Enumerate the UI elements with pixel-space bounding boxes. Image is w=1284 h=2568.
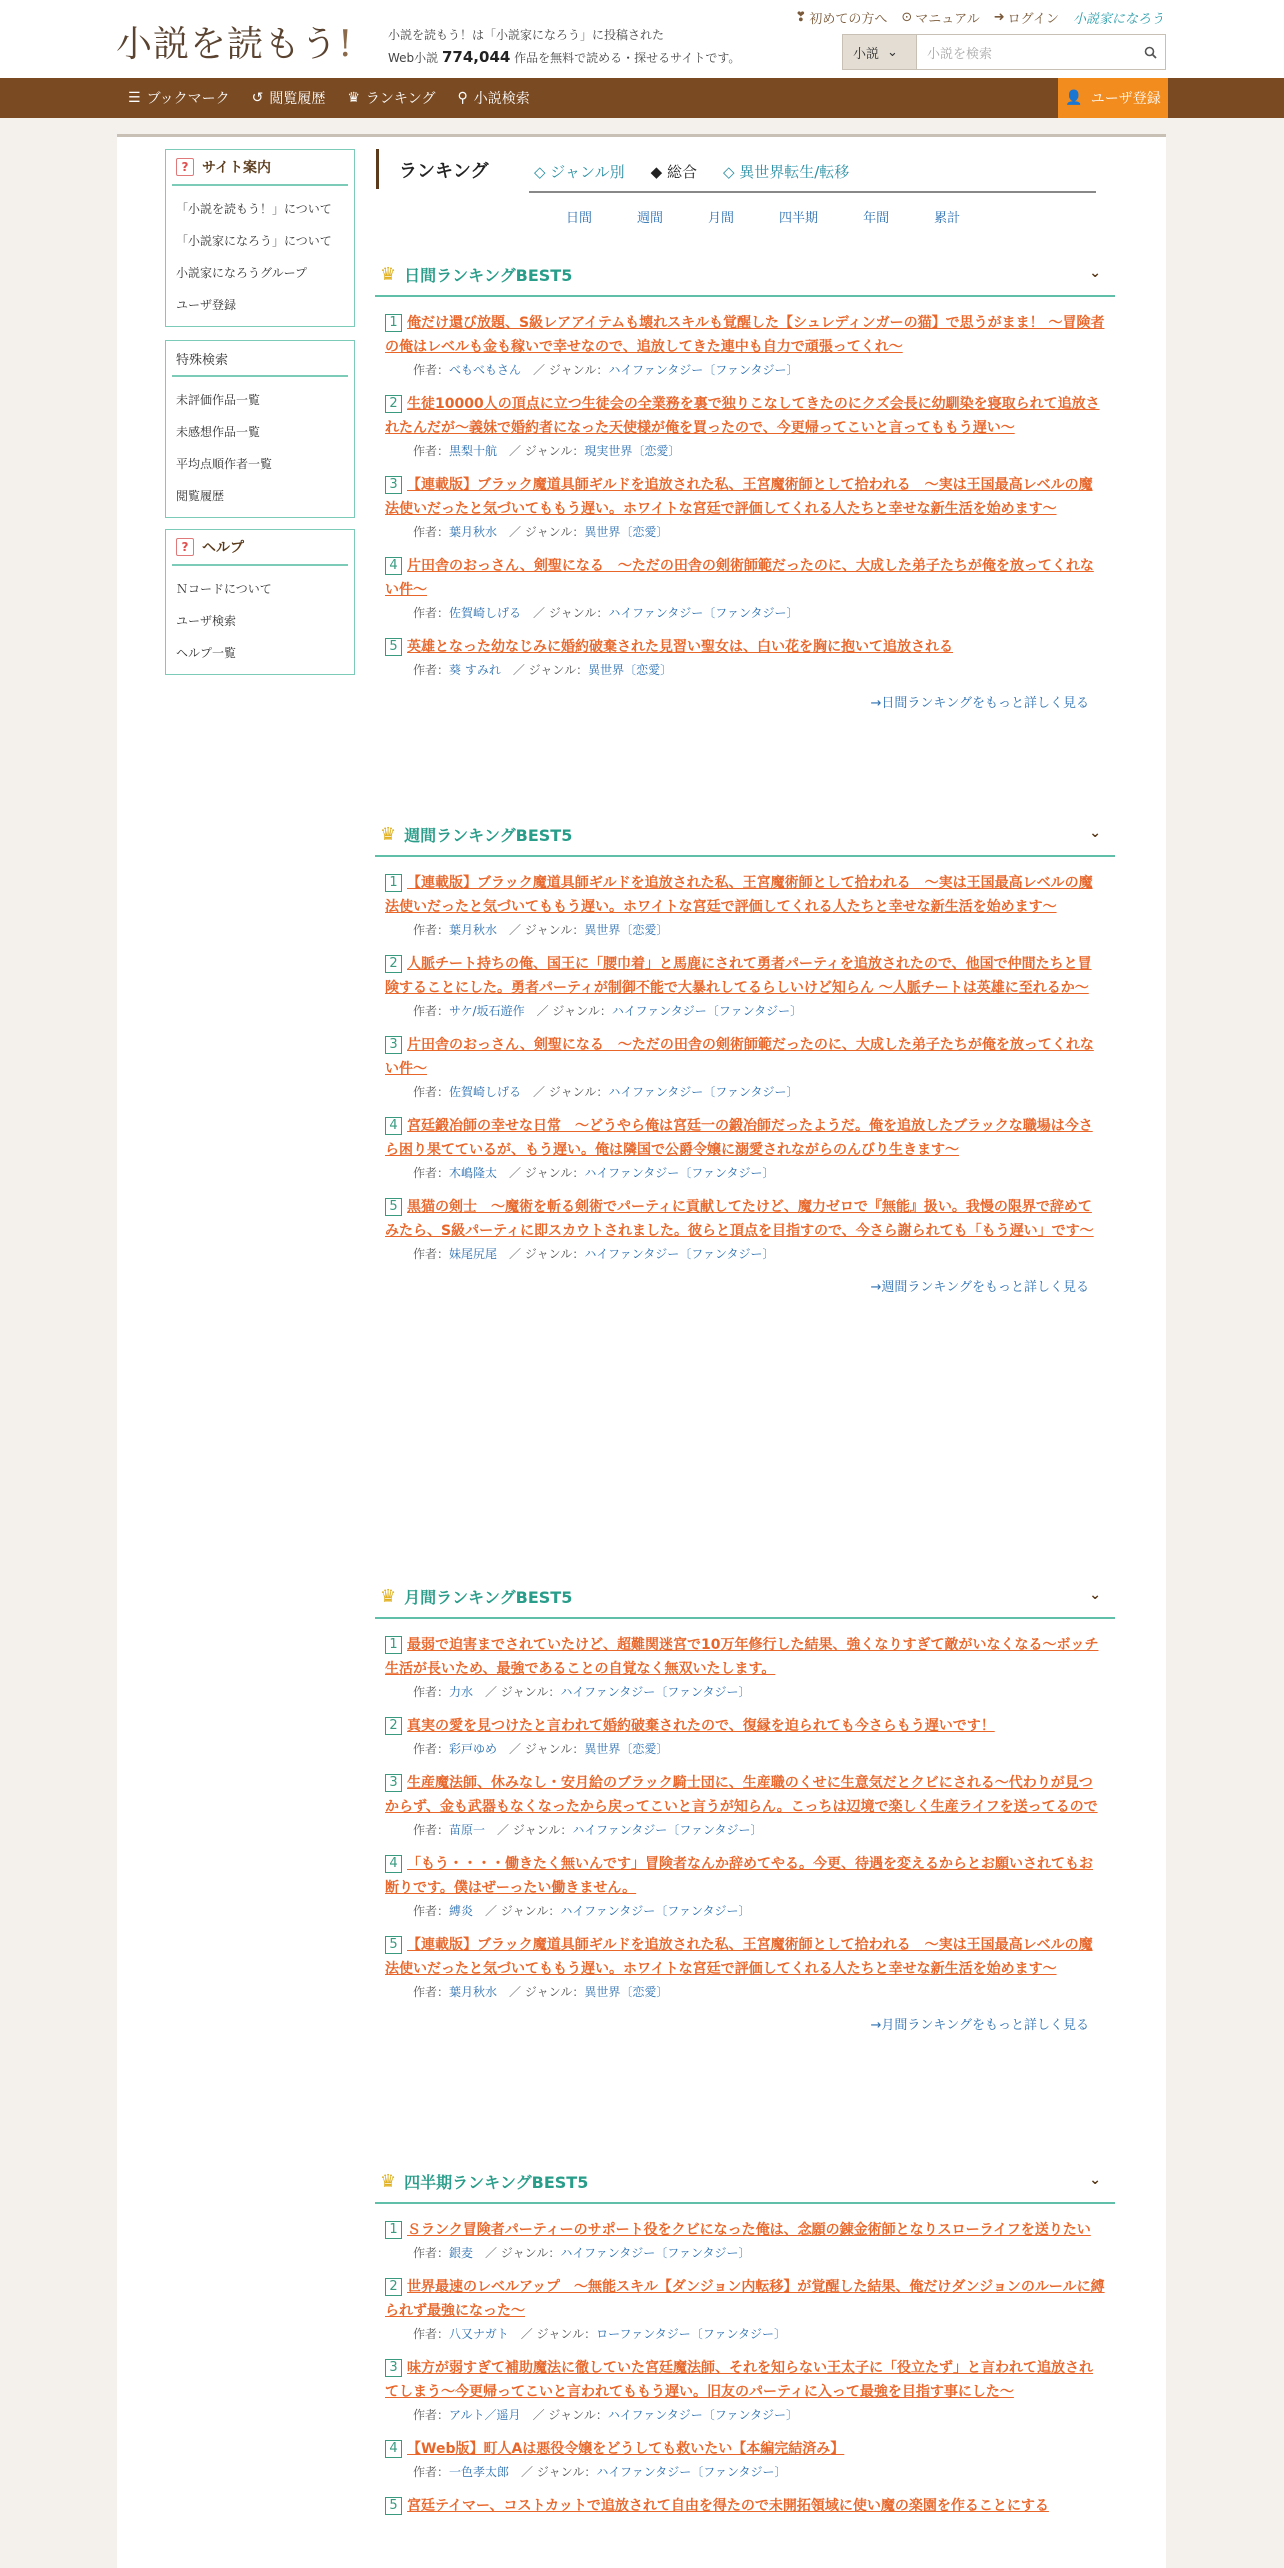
novel-meta xyxy=(385,661,1105,678)
top-links xyxy=(795,8,1164,27)
period-quarterly[interactable]: 四半期 xyxy=(779,211,819,226)
crown-icon: ♛ xyxy=(347,90,360,106)
sidebar-item[interactable]: ユーザ登録 xyxy=(176,297,237,312)
genre-link[interactable]: 異世界〔恋愛〕 xyxy=(588,663,673,677)
novel-meta xyxy=(385,1164,1105,1181)
author-label: 作者： xyxy=(413,1985,450,1999)
novel-title: 英雄となった幼なじみに婚約破棄された見習い聖女は、白い花を胸に抱いて追放される xyxy=(407,639,953,655)
author-label: 作者： xyxy=(413,1166,450,1180)
content-container xyxy=(117,134,1166,2568)
novel-meta xyxy=(385,1083,1105,1100)
section-header[interactable] xyxy=(375,2160,1115,2204)
genre-link[interactable]: ハイファンタジー〔ファンタジー〕 xyxy=(608,363,799,377)
novel-title-link[interactable] xyxy=(385,1852,1105,1900)
novel-title-link[interactable] xyxy=(385,2218,1105,2242)
novel-meta xyxy=(385,2325,1105,2342)
author-link[interactable]: 佐賀崎しげる xyxy=(449,606,522,620)
author-label: 作者： xyxy=(413,2408,450,2422)
author-link[interactable]: 彩戸ゆめ xyxy=(449,1742,498,1756)
genre-link[interactable]: 現実世界〔恋愛〕 xyxy=(584,444,681,458)
author-link[interactable]: サケ/坂石遊作 xyxy=(449,1004,525,1018)
nav-ranking[interactable]: ♛ ランキング xyxy=(347,90,436,107)
crown-icon: ♛ xyxy=(380,263,397,285)
author-link[interactable]: 葉月秋水 xyxy=(449,923,498,937)
genre-label: ／ ジャンル： xyxy=(512,663,589,677)
novel-title: 片田舎のおっさん、剣聖になる ～ただの田舎の剣術師範だったのに、大成した弟子たちが俺を放ってくれない件～ xyxy=(385,1037,1094,1077)
crown-icon: ♛ xyxy=(380,2170,397,2192)
genre-label: ／ ジャンル： xyxy=(509,444,585,458)
more-ranking-link[interactable]: →日間ランキングをもっと詳しく見る xyxy=(870,696,1089,711)
author-label: 作者： xyxy=(413,606,450,620)
novel-meta xyxy=(385,1983,1105,2000)
genre-label: ／ ジャンル： xyxy=(533,1085,609,1099)
novel-title: 生産魔法師、休みなし・安月給のブラック騎士団に、生産職のくせに生意気だとクビにされる～代わりが見つからず、金も武器もなくなったから戻ってこいと言うが知らん。こっちは辺境で楽しく生産ライフを送ってるので xyxy=(385,1775,1098,1815)
novel-meta xyxy=(385,1245,1105,1262)
bookmark-icon: ❣ xyxy=(795,10,807,25)
rank-number: 1 xyxy=(385,314,402,332)
more-ranking-link[interactable]: →月間ランキングをもっと詳しく見る xyxy=(870,2018,1089,2033)
period-daily[interactable]: 日間 xyxy=(566,211,593,226)
novel-meta xyxy=(385,2244,1105,2261)
sidebar-item[interactable]: 小説家になろうグループ xyxy=(176,265,308,280)
crown-icon: ♛ xyxy=(380,1585,397,1607)
search-icon xyxy=(1144,46,1157,59)
author-link[interactable]: 佐賀崎しげる xyxy=(449,1085,522,1099)
sidebar-guide xyxy=(165,149,355,327)
ranking-entry xyxy=(385,1852,1105,1919)
chevron-down-icon[interactable]: ⌄ xyxy=(1089,2172,1101,2188)
register-button[interactable]: 👤 ユーザ登録 xyxy=(1058,78,1168,118)
genre-label: ／ ジャンル： xyxy=(509,1985,585,1999)
novel-count: 774,044 xyxy=(442,48,511,66)
novel-title: 片田舎のおっさん、剣聖になる ～ただの田舎の剣術師範だったのに、大成した弟子たちが俺を放ってくれない件～ xyxy=(385,558,1094,598)
list-icon: ☰ xyxy=(128,90,141,106)
novel-meta xyxy=(385,1683,1105,1700)
ranking-entry xyxy=(385,2275,1105,2342)
section-title: 週間ランキングBEST5 xyxy=(404,825,573,845)
ranking-entry xyxy=(385,952,1105,1019)
author-label: 作者： xyxy=(413,1247,450,1261)
rank-number: 2 xyxy=(385,1717,402,1735)
novel-title: 「もう・・・・働きたく無いんです」冒険者なんか辞めてやる。今更、待遇を変えるからとお願いされてもお断りです。僕はぜーったい働きません。 xyxy=(385,1856,1093,1896)
crown-icon: ♛ xyxy=(380,823,397,845)
site-tagline: 小説を読もう！は「小説家になろう」に投稿された Web小説 774,044 作品を無料で読める・探せるサイトです。 xyxy=(388,28,741,66)
section-header[interactable] xyxy=(375,1575,1115,1619)
sidebar-item[interactable]: ヘルプ一覧 xyxy=(176,645,237,660)
author-label: 作者： xyxy=(413,2246,450,2260)
rank-number: 1 xyxy=(385,1636,402,1654)
novel-meta xyxy=(385,1902,1105,1919)
section-header[interactable] xyxy=(375,253,1115,297)
novel-meta xyxy=(385,361,1105,378)
sidebar-item[interactable]: Ｎコードについて xyxy=(176,581,272,596)
search-type-select[interactable]: 小説 ⌄ xyxy=(843,35,917,69)
ranking-entry xyxy=(385,392,1105,459)
genre-link[interactable]: ハイファンタジー〔ファンタジー〕 xyxy=(584,1247,775,1261)
sidebar-item[interactable]: 未感想作品一覧 xyxy=(176,424,261,439)
author-label: 作者： xyxy=(413,1742,450,1756)
novel-title-link[interactable] xyxy=(385,871,1105,919)
ranking-entry xyxy=(385,2218,1105,2261)
ranking-entry xyxy=(385,1633,1105,1700)
period-yearly[interactable]: 年間 xyxy=(863,211,890,226)
genre-link[interactable]: ハイファンタジー〔ファンタジー〕 xyxy=(560,1685,751,1699)
novel-title: 【連載版】ブラック魔道具師ギルドを追放された私、王宮魔術師として拾われる ～実は王国最高レベルの魔法使いだったと気づいてももう遅い。ホワイトな宮廷で評価してくれる人たちと幸せな新生活を始めます～ xyxy=(385,1937,1093,1977)
genre-label: ／ ジャンル： xyxy=(509,1247,585,1261)
period-monthly[interactable]: 月間 xyxy=(708,211,735,226)
ranking-entry xyxy=(385,1933,1105,2000)
nav-search[interactable]: ⚲ 小説検索 xyxy=(457,90,530,107)
rank-number: 4 xyxy=(385,1855,402,1873)
novel-title: 黒猫の剣士 ～魔術を斬る剣術でパーティに貢献してたけど、魔力ゼロで『無能』扱い。我慢の限界で辞めてみたら、S級パーティに即スカウトされました。彼らと頂点を目指すので、今さら謝られても「もう遅い」です～ xyxy=(385,1199,1094,1239)
sidebar-item[interactable]: 「小説家になろう」について xyxy=(176,233,332,248)
novel-title: 真実の愛を見つけたと言われて婚約破棄されたので、復縁を迫られても今さらもう遅いです！ xyxy=(407,1718,995,1734)
first-time-link[interactable]: ❣ 初めての方へ xyxy=(795,10,888,27)
page-title: ランキング xyxy=(399,161,489,182)
genre-label: ／ ジャンル： xyxy=(509,1742,585,1756)
rank-number: 2 xyxy=(385,955,402,973)
genre-label: ／ ジャンル： xyxy=(520,2327,597,2341)
genre-link[interactable]: 異世界〔恋愛〕 xyxy=(584,1985,669,1999)
genre-label: ／ ジャンル： xyxy=(485,2246,561,2260)
login-link[interactable]: ➜ ログイン xyxy=(993,10,1059,27)
period-weekly[interactable]: 週間 xyxy=(637,211,664,226)
section-title: 四半期ランキングBEST5 xyxy=(404,2172,589,2192)
novel-title: 宮廷テイマー、コストカットで追放されて自由を得たので未開拓領域に使い魔の楽園を作ることにする xyxy=(407,2498,1049,2514)
section-title: 月間ランキングBEST5 xyxy=(404,1587,573,1607)
question-icon: ? xyxy=(176,158,194,176)
author-link[interactable]: 葉月秋水 xyxy=(449,1985,498,1999)
rank-number: 5 xyxy=(385,1198,402,1216)
ranking-entry xyxy=(385,554,1105,621)
tab-isekai[interactable]: ◇ 異世界転生/転移 xyxy=(722,163,850,181)
author-link[interactable]: 銀麦 xyxy=(449,2246,474,2260)
ranking-header xyxy=(376,149,1096,189)
login-icon: ➜ xyxy=(993,10,1005,25)
sidebar-guide-title: ? サイト案内 xyxy=(172,150,348,186)
search-bar xyxy=(842,34,1166,70)
ranking-section-quarterly xyxy=(375,2160,1115,2532)
nav-history[interactable]: ↺ 閲覧履歴 xyxy=(251,90,326,107)
tab-genre[interactable]: ◇ ジャンル別 xyxy=(534,163,625,181)
author-label: 作者： xyxy=(413,1823,450,1837)
nav-bookmark[interactable]: ☰ ブックマーク xyxy=(128,90,230,107)
genre-label: ／ ジャンル： xyxy=(536,1004,612,1018)
author-label: 作者： xyxy=(413,663,450,677)
genre-link[interactable]: ハイファンタジー〔ファンタジー〕 xyxy=(584,1166,775,1180)
author-label: 作者： xyxy=(413,1004,450,1018)
ranking-entry xyxy=(385,635,1105,678)
ranking-list xyxy=(375,1619,1115,2033)
novel-meta xyxy=(385,604,1105,621)
chevron-down-icon[interactable]: ⌄ xyxy=(1089,825,1101,841)
author-link[interactable]: 縛炎 xyxy=(449,1904,474,1918)
novel-title-link[interactable] xyxy=(385,1933,1105,1981)
novel-title: 宮廷鍛冶師の幸せな日常 ～どうやら俺は宮廷一の鍛冶師だったようだ。俺を追放したブラックな職場は今さら困り果てているが、もう遅い。俺は隣国で公爵令嬢に溺愛されながらのんびり生きます～ xyxy=(385,1118,1093,1158)
chevron-down-icon[interactable]: ⌄ xyxy=(1089,265,1101,281)
rank-number: 1 xyxy=(385,2221,402,2239)
novel-meta xyxy=(385,442,1105,459)
user-icon: 👤 xyxy=(1065,90,1083,106)
novel-title-link[interactable] xyxy=(385,1714,1105,1738)
genre-link[interactable]: ハイファンタジー〔ファンタジー〕 xyxy=(596,2465,787,2479)
novel-meta xyxy=(385,523,1105,540)
author-label: 作者： xyxy=(413,1904,450,1918)
genre-label: ／ ジャンル： xyxy=(509,1166,585,1180)
rank-number: 4 xyxy=(385,557,402,575)
author-link[interactable]: 苗原一 xyxy=(449,1823,486,1837)
rank-number: 4 xyxy=(385,1117,402,1135)
genre-link[interactable]: 異世界〔恋愛〕 xyxy=(584,1742,669,1756)
sidebar-special-search xyxy=(165,340,355,518)
author-link[interactable]: 八又ナガト xyxy=(449,2327,509,2341)
author-link[interactable]: 葉月秋水 xyxy=(449,525,498,539)
genre-link[interactable]: ハイファンタジー〔ファンタジー〕 xyxy=(607,2408,799,2422)
author-link[interactable]: 葵 すみれ xyxy=(449,663,501,677)
sidebar-help-title: ? ヘルプ xyxy=(172,530,348,566)
author-label: 作者： xyxy=(413,525,450,539)
ranking-entry xyxy=(385,871,1105,938)
search-input[interactable]: 小説を検索 xyxy=(927,46,993,62)
genre-label: ／ ジャンル： xyxy=(485,1904,561,1918)
ranking-entry xyxy=(385,473,1105,540)
sidebar-item[interactable]: 閲覧履歴 xyxy=(176,488,225,503)
author-label: 作者： xyxy=(413,363,450,377)
rank-number: 5 xyxy=(385,1936,402,1954)
genre-label: ／ ジャンル： xyxy=(533,363,609,377)
rank-number: 4 xyxy=(385,2440,402,2458)
sidebar-item[interactable]: 未評価作品一覧 xyxy=(176,392,261,407)
ranking-list xyxy=(375,857,1115,1295)
genre-label: ／ ジャンル： xyxy=(533,606,609,620)
chevron-down-icon: ⌄ xyxy=(887,44,898,60)
ranking-section-daily xyxy=(375,253,1115,711)
sidebar-item[interactable]: ユーザ検索 xyxy=(176,613,237,628)
novel-title: 【連載版】ブラック魔道具師ギルドを追放された私、王宮魔術師として拾われる ～実は王国最高レベルの魔法使いだったと気づいてももう遅い。ホワイトな宮廷で評価してくれる人たちと幸せな新生活を始めます～ xyxy=(385,477,1093,517)
narou-logo[interactable]: 小説家になろう xyxy=(1072,12,1164,27)
rank-number: 2 xyxy=(385,395,402,413)
novel-meta xyxy=(385,921,1105,938)
novel-title-link[interactable] xyxy=(385,635,1105,659)
author-label: 作者： xyxy=(413,2327,450,2341)
more-ranking-link[interactable]: →週間ランキングをもっと詳しく見る xyxy=(870,1280,1089,1295)
genre-label: ／ ジャンル： xyxy=(532,2408,608,2422)
ranking-section-weekly xyxy=(375,813,1115,1295)
section-title: 日間ランキングBEST5 xyxy=(404,265,573,285)
tabs-underline xyxy=(529,191,1096,193)
author-label: 作者： xyxy=(413,923,450,937)
novel-title: 人脈チート持ちの俺、国王に「腰巾着」と馬鹿にされて勇者パーティを追放されたので、他国で仲間たちと冒険することにした。勇者パーティが制御不能で大暴れしてるらしいけど知らん ～人脈チートは英雄に至れるか～ xyxy=(385,956,1092,996)
genre-link[interactable]: ハイファンタジー〔ファンタジー〕 xyxy=(611,1004,803,1018)
section-header[interactable] xyxy=(375,813,1115,857)
ranking-entry xyxy=(385,311,1105,378)
genre-link[interactable]: ハイファンタジー〔ファンタジー〕 xyxy=(560,1904,751,1918)
ranking-entry xyxy=(385,1714,1105,1757)
sidebar-item[interactable]: 平均点順作者一覧 xyxy=(176,456,273,471)
chevron-down-icon[interactable]: ⌄ xyxy=(1089,1587,1101,1603)
rank-number: 3 xyxy=(385,476,402,494)
novel-title-link[interactable] xyxy=(385,2356,1105,2404)
author-link[interactable]: 木嶋隆太 xyxy=(449,1166,498,1180)
ranking-tabs xyxy=(534,161,849,182)
rank-number: 3 xyxy=(385,1036,402,1054)
period-total[interactable]: 累計 xyxy=(934,211,961,226)
genre-label: ／ ジャンル： xyxy=(521,2465,597,2479)
novel-title: 生徒10000人の頂点に立つ生徒会の全業務を裏で独りこなしてきたのにクズ会長に幼馴染を寝取られて追放されたんだが～義妹で婚約者になった天使様が俺を買ったので、今更帰ってこいと言ってももう遅い～ xyxy=(385,396,1100,436)
site-logo[interactable]: 小説を読もう! xyxy=(116,24,354,65)
ranking-section-monthly xyxy=(375,1575,1115,2033)
novel-title: 味方が弱すぎて補助魔法に徹していた宮廷魔法師、それを知らない王太子に「役立たず」と言われて追放されてしまう～今更帰ってこいと言われてももう遅い。旧友のパーティに入って最強を目指す事にした～ xyxy=(385,2360,1093,2400)
novel-title-link[interactable] xyxy=(385,392,1105,440)
author-link[interactable]: 妹尾尻尾 xyxy=(449,1247,498,1261)
novel-title-link[interactable] xyxy=(385,1033,1105,1081)
rank-number: 3 xyxy=(385,1774,402,1792)
novel-title-link[interactable] xyxy=(385,554,1105,602)
genre-link[interactable]: ハイファンタジー〔ファンタジー〕 xyxy=(572,1823,763,1837)
genre-link[interactable]: ハイファンタジー〔ファンタジー〕 xyxy=(608,1085,799,1099)
novel-meta xyxy=(385,1821,1105,1838)
novel-title: 俺だけ還び放題、S級レアアイテムも壊れスキルも覚醒した【シュレディンガーの猫】で思うがまま！ ～冒険者の俺はレベルも金も稼いで幸せなので、追放してきた連中も自力で頑張ってくれ～ xyxy=(385,315,1105,355)
genre-label: ／ ジャンル： xyxy=(509,525,585,539)
novel-meta xyxy=(385,1740,1105,1757)
novel-title: 世界最速のレベルアップ ～無能スキル【ダンジョン内転移】が覚醒した結果、俺だけダンジョンのルールに縛られず最強になった～ xyxy=(385,2279,1105,2319)
novel-title-link[interactable] xyxy=(385,1114,1105,1162)
question-icon: ⊙ xyxy=(901,10,913,25)
author-link[interactable]: 黒梨十航 xyxy=(449,444,498,458)
genre-link[interactable]: 異世界〔恋愛〕 xyxy=(584,923,669,937)
manual-link[interactable]: ⊙ マニュアル xyxy=(901,10,980,27)
novel-title-link[interactable] xyxy=(385,311,1105,359)
author-link[interactable]: 力水 xyxy=(449,1685,474,1699)
search-icon: ⚲ xyxy=(457,90,468,106)
novel-title: Ｓランク冒険者パーティーのサポート役をクビになった俺は、念願の錬金術師となりスローライフを送りたい xyxy=(407,2222,1091,2238)
rank-number: 1 xyxy=(385,874,402,892)
ranking-entry xyxy=(385,1033,1105,1100)
ranking-entry xyxy=(385,2356,1105,2423)
sidebar-help xyxy=(165,529,355,675)
novel-title-link[interactable] xyxy=(385,2275,1105,2323)
novel-title-link[interactable] xyxy=(385,2437,1105,2461)
novel-title-link[interactable] xyxy=(385,1195,1105,1243)
genre-link[interactable]: 異世界〔恋愛〕 xyxy=(584,525,669,539)
novel-title-link[interactable] xyxy=(385,1771,1105,1819)
ranking-entry xyxy=(385,2494,1105,2518)
sidebar-item[interactable]: 「小説を読もう！」について xyxy=(176,201,332,216)
ranking-entry xyxy=(385,2437,1105,2480)
rank-number: 5 xyxy=(385,638,402,656)
novel-title: 最弱で迫害までされていたけど、超難関迷宮で10万年修行した結果、強くなりすぎて敵がいなくなる～ボッチ生活が長いため、最強であることの自覚なく無双いたします。 xyxy=(385,1637,1099,1677)
period-tabs xyxy=(566,207,1005,226)
genre-label: ／ ジャンル： xyxy=(497,1823,573,1837)
rank-number: 2 xyxy=(385,2278,402,2296)
genre-label: ／ ジャンル： xyxy=(509,923,585,937)
tab-overall[interactable]: ◆ 総合 xyxy=(650,163,697,181)
novel-title: 【Web版】町人Aは悪役令嬢をどうしても救いたい【本編完結済み】 xyxy=(407,2441,845,2457)
sidebar-special-title: 特殊検索 xyxy=(172,341,348,377)
rank-number: 5 xyxy=(385,2497,402,2515)
novel-title-link[interactable] xyxy=(385,473,1105,521)
novel-meta xyxy=(385,2406,1105,2423)
genre-link[interactable]: ハイファンタジー〔ファンタジー〕 xyxy=(608,606,799,620)
ranking-list xyxy=(375,2204,1115,2518)
novel-meta xyxy=(385,1002,1105,1019)
novel-title-link[interactable] xyxy=(385,2494,1105,2518)
question-icon: ? xyxy=(176,538,194,556)
ranking-entry xyxy=(385,1114,1105,1181)
site-header xyxy=(0,0,1284,78)
genre-link[interactable]: ローファンタジー〔ファンタジー〕 xyxy=(596,2327,787,2341)
author-label: 作者： xyxy=(413,1685,450,1699)
genre-link[interactable]: ハイファンタジー〔ファンタジー〕 xyxy=(560,2246,751,2260)
ranking-list xyxy=(375,297,1115,711)
novel-title-link[interactable] xyxy=(385,1633,1105,1681)
genre-label: ／ ジャンル： xyxy=(485,1685,561,1699)
novel-meta xyxy=(385,2463,1105,2480)
main-nav xyxy=(0,78,1284,118)
search-button[interactable] xyxy=(1135,35,1165,69)
author-label: 作者： xyxy=(413,444,450,458)
author-link[interactable]: べもべもさん xyxy=(449,363,522,377)
novel-title: 【連載版】ブラック魔道具師ギルドを追放された私、王宮魔術師として拾われる ～実は王国最高レベルの魔法使いだったと気づいてももう遅い。ホワイトな宮廷で評価してくれる人たちと幸せな新生活を始めます～ xyxy=(385,875,1093,915)
ranking-entry xyxy=(385,1195,1105,1262)
ranking-entry xyxy=(385,1771,1105,1838)
history-icon: ↺ xyxy=(251,90,264,106)
novel-title-link[interactable] xyxy=(385,952,1105,1000)
author-link[interactable]: アルト／遥月 xyxy=(449,2408,521,2422)
author-label: 作者： xyxy=(413,2465,450,2479)
author-label: 作者： xyxy=(413,1085,450,1099)
author-link[interactable]: 一色孝太郎 xyxy=(449,2465,510,2479)
rank-number: 3 xyxy=(385,2359,402,2377)
